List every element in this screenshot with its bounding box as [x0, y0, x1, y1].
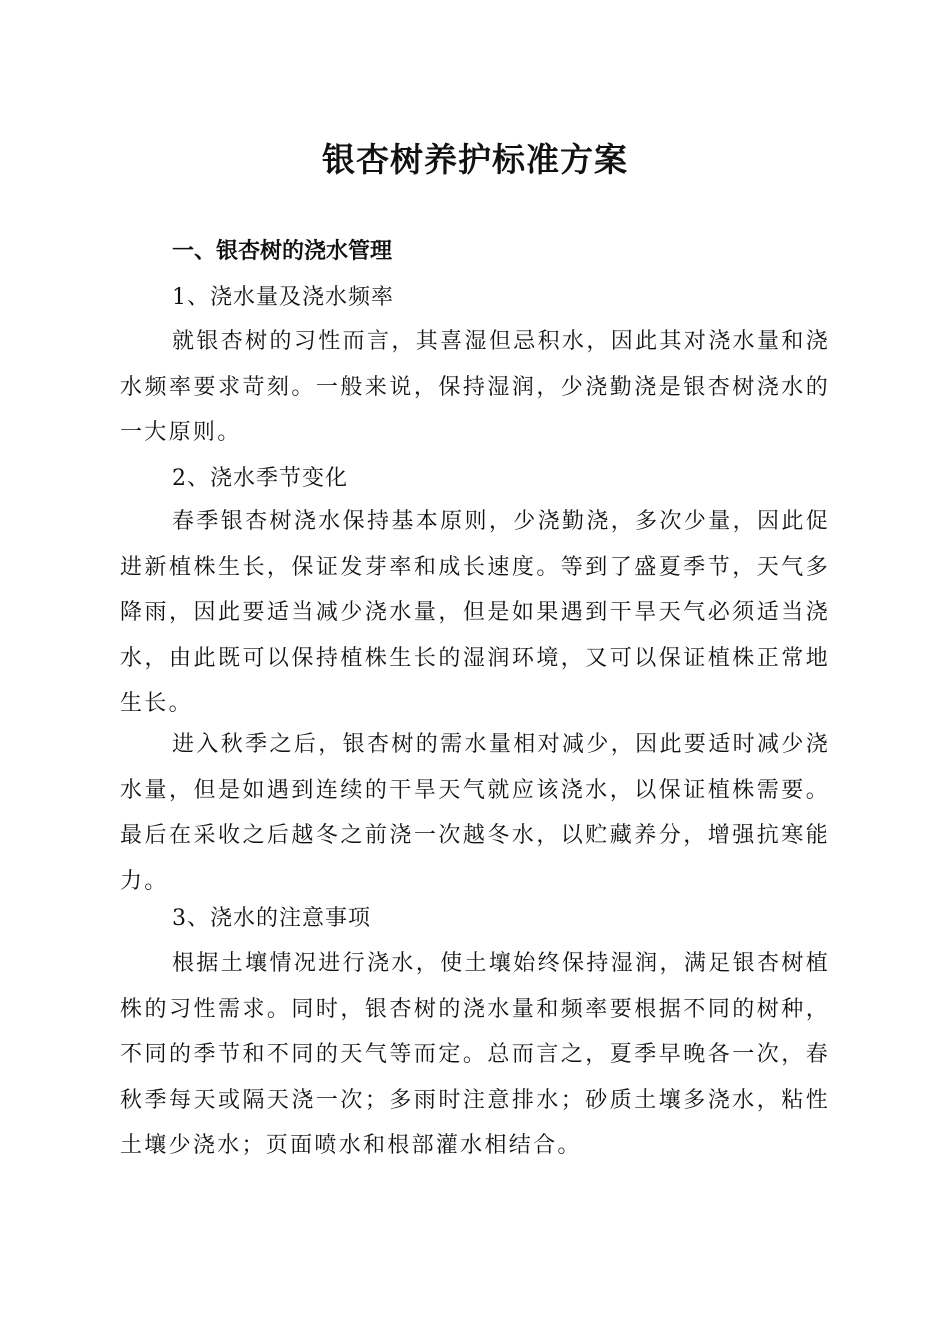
paragraph-autumn-winter: 进入秋季之后，银杏树的需水量相对减少，因此要适时减少浇水量，但是如遇到连续的干旱天气就应该浇水，以保证植株需要。最后在采收之后越冬之前浇一次越冬水，以贮藏养分，增强抗寒能力。: [120, 732, 830, 894]
paragraph-precautions: 根据土壤情况进行浇水，使土壤始终保持湿润，满足银杏树植株的习性需求。同时，银杏树的浇水量和频率要根据不同的树种，不同的季节和不同的天气等而定。总而言之，夏季早晚各一次，春秋季每天或隔天浇一次；多雨时注意排水；砂质土壤多浇水，粘性土壤少浇水；页面喷水和根部灌水相结合。: [120, 951, 830, 1158]
paragraph-spring-summer: 春季银杏树浇水保持基本原则，少浇勤浇，多次少量，因此促进新植株生长，保证发芽率和成长速度。等到了盛夏季节，天气多降雨，因此要适当减少浇水量，但是如果遇到干旱天气必须适当浇水，由此既可以保持植株生长的湿润环境，又可以保证植株正常地生长。: [120, 509, 830, 716]
paragraph-amount-frequency: 就银杏树的习性而言，其喜湿但忌积水，因此其对浇水量和浇水频率要求苛刻。一般来说，保持湿润，少浇勤浇是银杏树浇水的一大原则。: [120, 329, 830, 445]
subheading-seasonal-change: 2、浇水季节变化: [172, 466, 348, 491]
subheading-amount-frequency: 1、浇水量及浇水频率: [172, 285, 394, 310]
section-heading-watering: 一、银杏树的浇水管理: [172, 239, 393, 264]
document-title: 银杏树养护标准方案: [322, 140, 628, 179]
subheading-precautions: 3、浇水的注意事项: [172, 906, 371, 931]
